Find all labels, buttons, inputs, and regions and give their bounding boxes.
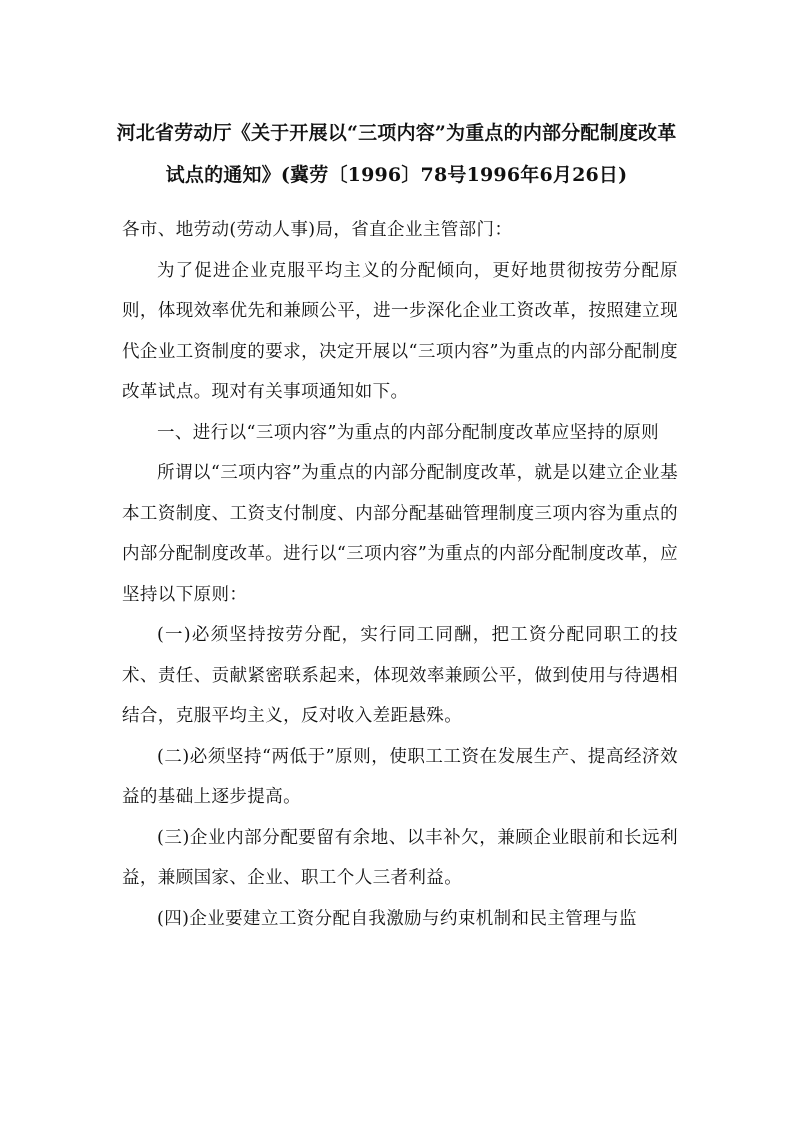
principle-3: (三)企业内部分配要留有余地、以丰补欠，兼顾企业眼前和长远利益，兼顾国家、企业、职工个人三者利益。 bbox=[122, 827, 678, 888]
paragraph-intro: 为了促进企业克服平均主义的分配倾向，更好地贯彻按劳分配原则，体现效率优先和兼顾公平，进一步深化企业工资改革，按照建立现代企业工资制度的要求，决定开展以“三项内容”为重点的内部分配制度改革试点。现对有关事项通知如下。 bbox=[122, 260, 678, 402]
principle-2: (二)必须坚持“两低于”原则，使职工工资在发展生产、提高经济效益的基础上逐步提高。 bbox=[122, 746, 678, 807]
title-line-2: 试点的通知》(冀劳〔1996〕78号1996年6月26日) bbox=[165, 164, 628, 186]
principle-4: (四)企业要建立工资分配自我激励与约束机制和民主管理与监 bbox=[157, 908, 637, 929]
section-heading-1: 一、进行以“三项内容”为重点的内部分配制度改革应坚持的原则 bbox=[157, 422, 659, 443]
document-body bbox=[122, 210, 678, 939]
salutation: 各市、地劳动(劳动人事)局，省直企业主管部门： bbox=[122, 220, 513, 240]
title-line-1: 河北省劳动厅《关于开展以“三项内容”为重点的内部分配制度改革 bbox=[116, 122, 677, 144]
document-title bbox=[100, 112, 693, 196]
principle-1: (一)必须坚持按劳分配，实行同工同酬，把工资分配同职工的技术、责任、贡献紧密联系起来，体现效率兼顾公平，做到使用与待遇相结合，克服平均主义，反对收入差距悬殊。 bbox=[122, 625, 678, 726]
paragraph-definition: 所谓以“三项内容”为重点的内部分配制度改革，就是以建立企业基本工资制度、工资支付制度、内部分配基础管理制度三项内容为重点的内部分配制度改革。进行以“三项内容”为重点的内部分配制度改革，应坚持以下原则： bbox=[122, 463, 678, 605]
